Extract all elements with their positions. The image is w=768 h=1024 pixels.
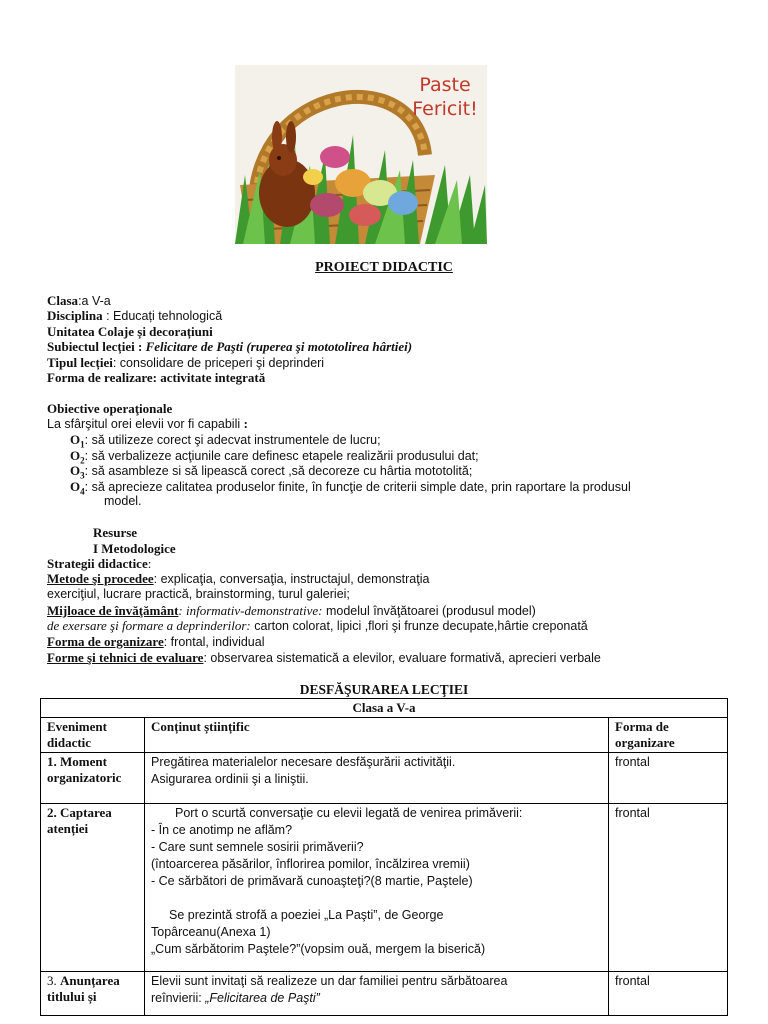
row1-content (145, 753, 609, 804)
objective-4 (70, 479, 631, 500)
row3-content-line: Elevii sunt invitaţi să realizeze un dar familiei pentru sărbătoarea (151, 974, 508, 988)
lesson-class-cell: Clasa a V-a (41, 699, 728, 718)
organizare-value: : frontal, individual (163, 635, 265, 649)
objective-3-sub: 3 (80, 470, 85, 481)
row2-content-line: - În ce anotimp ne aflăm? (151, 823, 293, 837)
mijloace-label: Mijloace de învăţământ (47, 603, 179, 618)
objective-2-text: : să verbalizeze acţiunile care definesc etapele realizării produsului dat; (84, 449, 479, 463)
strategii (47, 556, 151, 571)
row2-content-line: „Cum sărbătorim Paştele?”(vopsim ouă, mergem la biserică) (151, 942, 486, 956)
objectives-intro (47, 416, 248, 432)
organizare-label: Forma de organizare (47, 634, 164, 649)
lesson-class-row (41, 699, 728, 718)
row3-event (41, 972, 145, 1016)
subiect-italic: Felicitare de Paşti (145, 339, 244, 354)
objective-1-sub: 1 (80, 439, 85, 450)
evaluare (47, 650, 601, 666)
objective-2-sub: 2 (80, 455, 85, 466)
clasa-value: :a V-a (78, 294, 111, 308)
lesson-heading: DESFĂŞURAREA LECŢIEI (299, 682, 469, 697)
row2-content-line: - Care sunt semnele sosirii primăverii? (151, 840, 364, 854)
evaluare-label: Forme şi tehnici de evaluare (47, 650, 204, 665)
hero-caption-line2: Fericit! (412, 98, 478, 120)
easter-basket-image (235, 65, 487, 244)
objective-4-code: O (70, 479, 81, 494)
hero-caption-line1: Paste (419, 74, 471, 96)
row2-content-line: (întoarcerea păsărilor, înflorirea pomilor, încălzirea vremii) (151, 857, 470, 871)
info-clasa (47, 293, 111, 309)
subiect-label: Subiectul lecției (47, 339, 135, 354)
disciplina-label: Disciplina (47, 308, 103, 323)
row3-form: frontal (609, 972, 728, 1016)
row3-content-italic: „Felicitarea de Paşti” (205, 991, 320, 1005)
objectives-intro-text: La sfârşitul orei elevii vor fi capabili (47, 417, 244, 431)
objective-4-continuation: model. (104, 494, 142, 508)
info-unitatea: Unitatea Colaje și decorațiuni (47, 324, 213, 339)
table-row (41, 804, 728, 972)
exersare-italic: de exersare şi formare a deprinderilor: (47, 618, 251, 633)
row2-event: 2. Captarea atenției (41, 804, 145, 972)
row3-event-num: 3. (47, 973, 60, 988)
row2-content (145, 804, 609, 972)
objective-4-text: : să aprecieze calitatea produselor finite, în funcţie de criterii simple date, prin raportare la produsul (84, 480, 631, 494)
row3-content-line (151, 990, 602, 1007)
objective-4-sub: 4 (80, 486, 85, 497)
info-subiect (47, 339, 412, 354)
info-forma: Forma de realizare: activitate integrată (47, 370, 266, 385)
strategii-label: Strategii didactice (47, 556, 148, 571)
info-tipul (47, 355, 324, 371)
objectives-heading: Obiective operaţionale (47, 401, 173, 416)
exersare (47, 618, 588, 634)
row2-content-line (151, 890, 602, 907)
row3-content (145, 972, 609, 1016)
subiect-sep: : (134, 339, 146, 354)
objective-2-code: O (70, 448, 81, 463)
row1-form: frontal (609, 753, 728, 804)
row3-event-bold: Anunțarea titlului și (47, 973, 120, 1004)
row1-event: 1. Moment organizatoric (41, 753, 145, 804)
metode-label: Metode şi procedee (47, 571, 154, 586)
table-row (41, 972, 728, 1016)
objective-3-code: O (70, 463, 81, 478)
clasa-label: Clasa (47, 293, 79, 308)
tipul-value: : consolidare de priceperi şi deprinderi (112, 356, 325, 370)
row1-content-line: Pregătirea materialelor necesare desfăşurării activităţii. (151, 755, 456, 769)
objective-3-text: : să asambleze si să lipească corect ,să decoreze cu hârtia mototolită; (84, 464, 473, 478)
row2-form: frontal (609, 804, 728, 972)
row2-content-line: Se prezintă strofă a poeziei „La Paşti”, de George (169, 908, 444, 922)
metode-value: : explicaţia, conversaţia, instructajul, demonstraţia (153, 572, 430, 586)
row2-content-line: Topârceanu(Anexa 1) (151, 925, 271, 939)
exersare-value: carton colorat, lipici ,flori şi frunze decupate,hârtie creponată (250, 619, 588, 633)
hero-caption (407, 73, 483, 121)
mijloace (47, 603, 536, 619)
document-title: PROIECT DIDACTIC (315, 260, 453, 275)
resurse-line1: Resurse (93, 525, 138, 540)
row3-content-prefix: reînvierii: (151, 991, 206, 1005)
mijloace-italic: : informativ-demonstrative: (178, 603, 323, 618)
header-eveniment: Eveniment didactic (41, 718, 145, 753)
metode (47, 571, 429, 587)
tipul-label: Tipul lecției (47, 355, 113, 370)
table-row (41, 753, 728, 804)
row2-content-line: Port o scurtă conversaţie cu elevii legată de venirea primăverii: (175, 806, 523, 820)
disciplina-value: : Educați tehnologică (102, 309, 223, 323)
subiect-rest: (ruperea şi mototolirea hârtiei) (243, 339, 413, 354)
strategii-colon: : (147, 556, 152, 571)
objective-1-text: : să utilizeze corect şi adecvat instrumentele de lucru; (84, 433, 381, 447)
mijloace-value: modelul învăţătoarei (produsul model) (322, 604, 536, 618)
evaluare-value: : observarea sistematică a elevilor, evaluare formativă, aprecieri verbale (203, 651, 601, 665)
objectives-intro-colon: : (243, 416, 248, 431)
metode-continuation: exerciţiul, lucrare practică, brainstorming, turul galeriei; (47, 587, 350, 601)
header-forma: Forma de organizare (609, 718, 728, 753)
lesson-header-row (41, 718, 728, 753)
objective-1-code: O (70, 432, 81, 447)
resurse-line2: I Metodologice (93, 541, 176, 556)
organizare (47, 634, 265, 650)
info-disciplina (47, 308, 222, 324)
row1-content-line: Asigurarea ordinii şi a liniştii. (151, 772, 309, 786)
row2-content-line: - Ce sărbători de primăvară cunoaşteţi?(8 martie, Paştele) (151, 874, 473, 888)
lesson-table (40, 698, 728, 1016)
header-continut: Conținut științific (145, 718, 609, 753)
